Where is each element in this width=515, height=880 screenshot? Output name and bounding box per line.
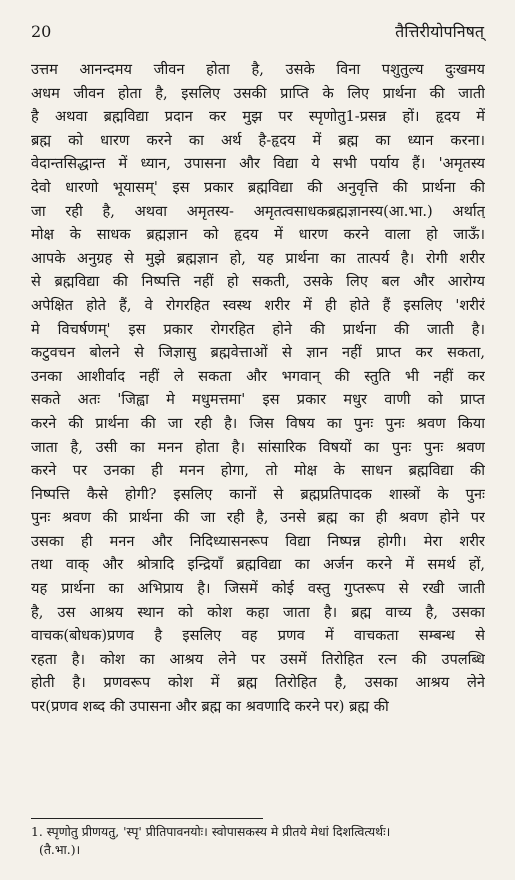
text-line: है अथवा ब्रह्मविद्या प्रदान कर मुझ पर स्पृणोतु1-प्रसन्न हों। हृदय में — [31, 108, 485, 126]
text-line: निष्पत्ति कैसे होगी? इसलिए कानों से ब्रह्मप्रतिपादक शास्त्रों के पुनः — [31, 485, 485, 503]
page-number: 20 — [31, 22, 52, 41]
text-line: सकते अतः 'जिह्वा मे मधुमत्तमा' इस प्रकार मधुर वाणी को प्राप्त — [31, 391, 485, 409]
running-title: तैत्तिरीयोपनिषत् — [395, 22, 484, 41]
text-line: करने की प्रार्थना की जा रही है। जिस विषय का पुनः पुनः श्रवण किया — [31, 414, 485, 432]
text-line: कटुवचन बोलने से जिज्ञासु ब्रह्मवेत्ताओं से ज्ञान नहीं प्राप्त कर सकता, — [31, 344, 485, 362]
footnotes — [31, 823, 485, 859]
text-line: मोक्ष के साधक ब्रह्मज्ञान को हृदय में धारण करने वाला हो जाऊँ। — [31, 226, 485, 244]
text-line: उनका आशीर्वाद नहीं ले सकता और भगवान् की स्तुति भी नहीं कर — [31, 367, 485, 385]
text-line: होती है। प्रणवरूप कोश में ब्रह्म तिरोहित है, उसका आश्रय लेने — [31, 674, 485, 692]
text-line: पर(प्रणव शब्द की उपासना और ब्रह्म का श्रवणादि करने पर) ब्रह्म की — [31, 698, 389, 716]
text-line: रहता है। कोश का आश्रय लेने पर उसमें तिरोहित रत्न की उपलब्धि — [31, 650, 485, 668]
text-line: जाता है, उसी का मनन होता है। सांसारिक विषयों का पुनः पुनः श्रवण — [31, 438, 485, 456]
text-line: देवो धारणो भूयासम्' इस प्रकार ब्रह्मविद्या की अनुवृत्ति की प्रार्थना की — [31, 178, 485, 196]
text-line: वेदान्तसिद्धान्त में ध्यान, उपासना और विद्या ये सभी पर्याय हैं। 'अमृतस्य — [31, 155, 485, 173]
footnote-line: (तै.भा.)। — [39, 842, 81, 857]
footnote-rule — [31, 818, 263, 819]
text-line: जा रही है, अथवा अमृतस्य- अमृतत्वसाधकब्रह्मज्ञानस्य(आ.भा.) अर्थात् — [31, 202, 485, 220]
text-line: पुनः श्रवण की प्रार्थना की जा रही है, उनसे ब्रह्म का ही श्रवण होने पर — [31, 509, 485, 527]
text-line: है, उस आश्रय स्थान को कोश कहा जाता है। ब्रह्म वाच्य है, उसका — [31, 603, 485, 621]
page-header — [31, 20, 484, 42]
text-line: तथा वाक् और श्रोत्रादि इन्द्रियाँ ब्रह्मविद्या का अर्जन करने में समर्थ हों, — [31, 556, 485, 574]
text-line: वाचक(बोधक)प्रणव है इसलिए वह प्रणव में वाचकता सम्बन्ध से — [31, 627, 485, 645]
body-text — [31, 58, 485, 719]
footnote-line: 1. स्पृणोतु प्रीणयतु, 'स्पृ' प्रीतिपावनयोः। स्वोपासकस्य मे प्रीतये मेधां दिशत्वित्यर्थः। — [31, 824, 391, 839]
text-line: से ब्रह्मविद्या की निष्पत्ति नहीं हो सकती, उसके लिए बल और आरोग्य — [31, 273, 485, 291]
text-line: उत्तम आनन्दमय जीवन होता है, उसके विना पशुतुल्य दुःखमय — [31, 61, 485, 78]
text-line: ब्रह्म को धारण करने का अर्थ है-हृदय में ब्रह्म का ध्यान करना। — [31, 131, 485, 149]
text-line: करने पर उनका ही मनन होगा, तो मोक्ष के साधन ब्रह्मविद्या की — [31, 462, 485, 480]
text-line: आपके अनुग्रह से मुझे ब्रह्मज्ञान हो, यह प्रार्थना का तात्पर्य है। रोगी शरीर — [31, 249, 485, 267]
text-line: मे विचर्षणम्' इस प्रकार रोगरहित होने की प्रार्थना की जाती है। — [31, 320, 485, 338]
text-line: उसका ही मनन और निदिध्यासनरूप विद्या निष्पन्न होगी। मेरा शरीर — [31, 532, 485, 550]
text-line: अपेक्षित होते हैं, वे रोगरहित स्वस्थ शरीर में ही होते हैं इसलिए 'शरीरं — [31, 296, 485, 314]
text-line: अधम जीवन होता है, इसलिए उसकी प्राप्ति के लिए प्रार्थना की जाती — [31, 84, 485, 102]
text-line: यह प्रार्थना का अभिप्राय है। जिसमें कोई वस्तु गुप्तरूप से रखी जाती — [31, 580, 485, 598]
